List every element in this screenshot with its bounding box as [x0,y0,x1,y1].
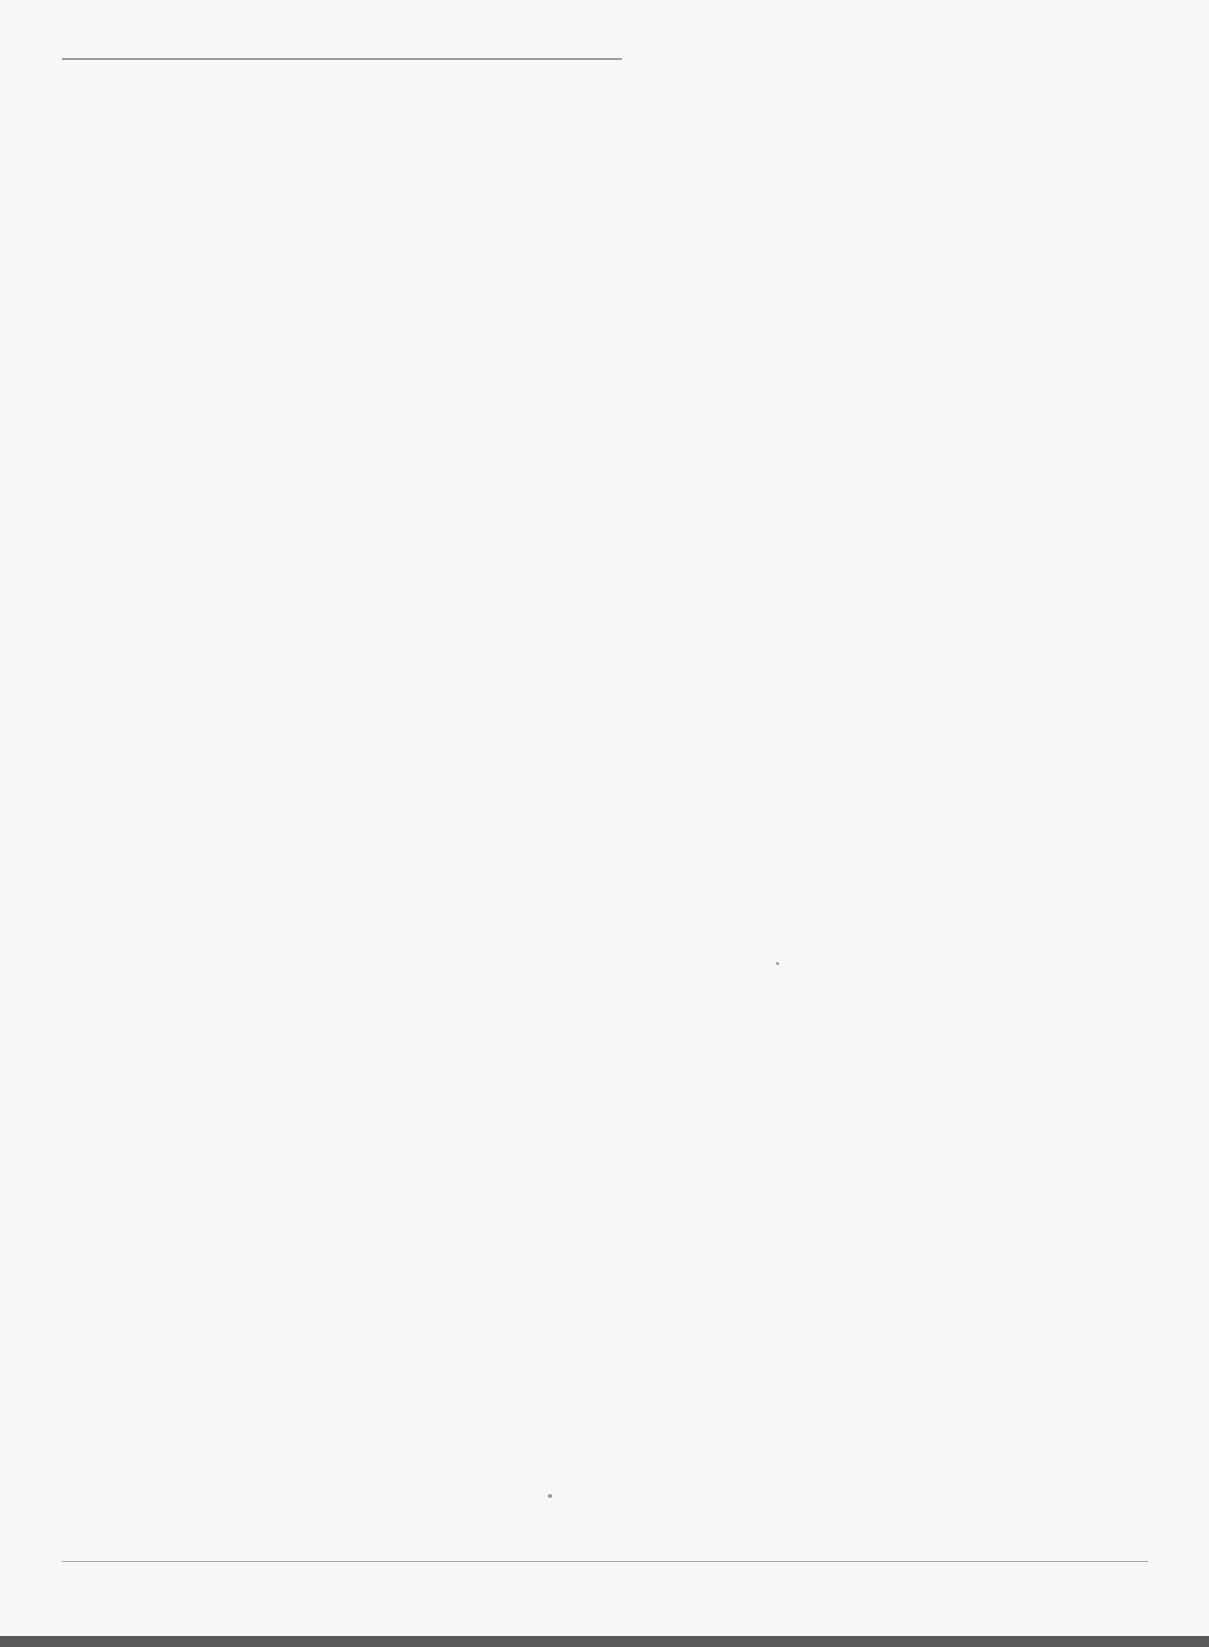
header-rule [62,58,622,60]
scan-speck [548,1494,552,1498]
scan-speck [776,962,779,965]
footer-rule [62,1561,1148,1562]
scan-bottom-edge [0,1636,1209,1647]
column-1 [64,150,394,164]
